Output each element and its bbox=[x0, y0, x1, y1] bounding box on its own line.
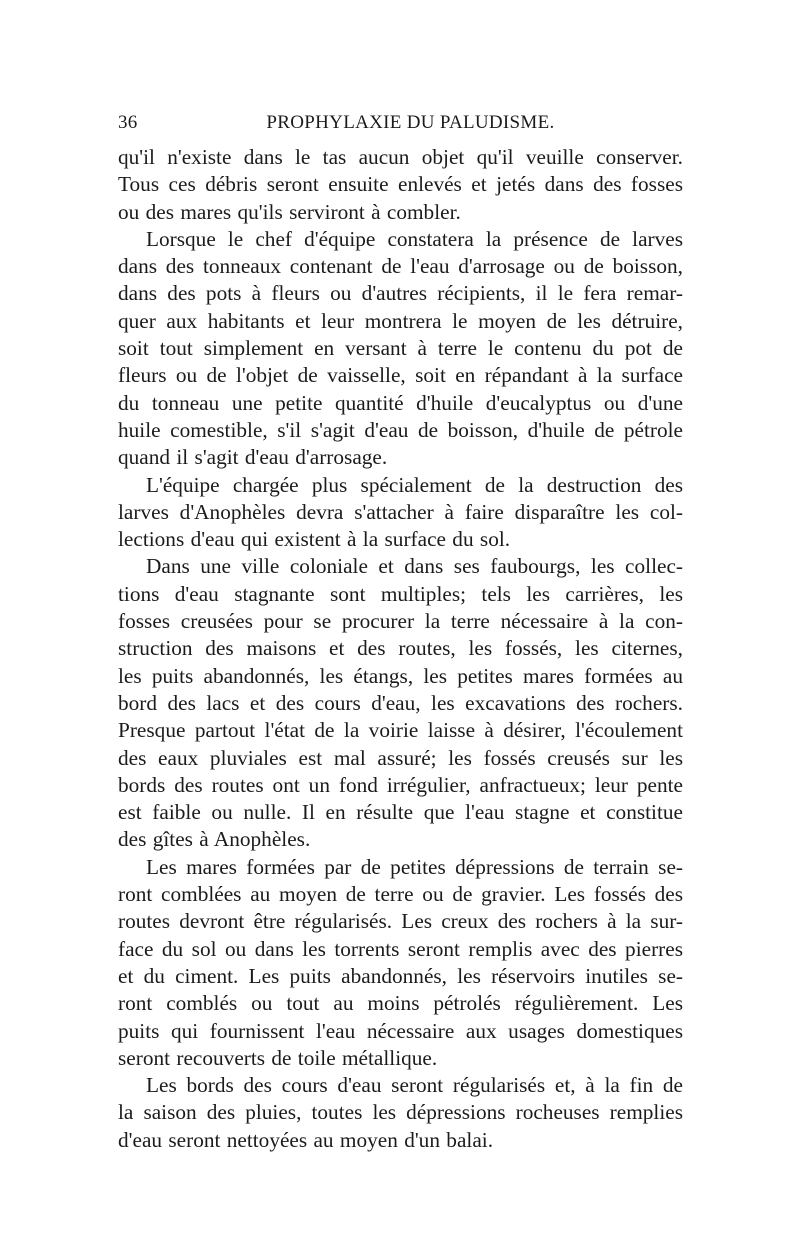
text-line: et du ciment. Les puits abandonnés, les réservoirs inutiles se- bbox=[118, 963, 683, 988]
text-line: soit tout simplement en versant à terre le contenu du pot de bbox=[118, 336, 683, 361]
paragraph bbox=[118, 553, 683, 853]
text-line: tions d'eau stagnante sont multiples; tels les carrières, les bbox=[118, 581, 683, 606]
text-line: routes devront être régularisés. Les creux des rochers à la sur- bbox=[118, 909, 683, 934]
text-line: est faible ou nulle. Il en résulte que l'eau stagne et constitue bbox=[118, 800, 683, 825]
running-head bbox=[118, 112, 683, 144]
text-line: bords des routes ont un fond irrégulier, anfractueux; leur pente bbox=[118, 772, 683, 797]
text-line: Tous ces débris seront ensuite enlevés et jetés dans des fosses bbox=[118, 172, 683, 197]
text-line: fleurs ou de l'objet de vaisselle, soit en répandant à la surface bbox=[118, 363, 683, 388]
text-line: Dans une ville coloniale et dans ses faubourgs, les collec- bbox=[146, 554, 683, 579]
text-line: Lorsque le chef d'équipe constatera la présence de larves bbox=[146, 226, 683, 251]
text-line: des gîtes à Anophèles. bbox=[118, 827, 311, 852]
text-line: lections d'eau qui existent à la surface du sol. bbox=[118, 527, 511, 552]
page-number: 36 bbox=[118, 112, 138, 133]
paragraph bbox=[118, 144, 683, 226]
paragraph bbox=[118, 1072, 683, 1154]
text-line: dans des pots à fleurs ou d'autres récipients, il le fera remar- bbox=[118, 281, 683, 306]
text-line: larves d'Anophèles devra s'attacher à faire disparaître les col- bbox=[118, 499, 683, 524]
paragraph bbox=[118, 854, 683, 1072]
book-page bbox=[118, 112, 683, 1154]
paragraph bbox=[118, 226, 683, 472]
text-line: d'eau seront nettoyées au moyen d'un balai. bbox=[118, 1127, 494, 1152]
text-line: les puits abandonnés, les étangs, les petites mares formées au bbox=[118, 663, 683, 688]
text-line: fosses creusées pour se procurer la terre nécessaire à la con- bbox=[118, 609, 683, 634]
running-title: PROPHYLAXIE DU PALUDISME. bbox=[266, 112, 555, 133]
text-line: Presque partout l'état de la voirie laisse à désirer, l'écoulement bbox=[118, 718, 683, 743]
text-line: quand il s'agit d'eau d'arrosage. bbox=[118, 445, 388, 470]
text-line: ou des mares qu'ils serviront à combler. bbox=[118, 199, 461, 224]
text-line: bord des lacs et des cours d'eau, les excavations des rochers. bbox=[118, 690, 683, 715]
text-line: dans des tonneaux contenant de l'eau d'arrosage ou de boisson, bbox=[118, 254, 683, 279]
text-line: puits qui fournissent l'eau nécessaire aux usages domestiques bbox=[118, 1018, 683, 1043]
text-line: la saison des pluies, toutes les dépressions rocheuses remplies bbox=[118, 1100, 683, 1125]
text-line: ront comblés ou tout au moins pétrolés régulièrement. Les bbox=[118, 991, 683, 1016]
text-line: Les mares formées par de petites dépressions de terrain se- bbox=[146, 854, 683, 879]
text-line: du tonneau une petite quantité d'huile d'eucalyptus ou d'une bbox=[118, 390, 683, 415]
text-line: ront comblées au moyen de terre ou de gravier. Les fossés des bbox=[118, 882, 683, 907]
text-line: Les bords des cours d'eau seront régularisés et, à la fin de bbox=[146, 1073, 683, 1098]
text-line: quer aux habitants et leur montrera le moyen de les détruire, bbox=[118, 308, 683, 333]
text-line: face du sol ou dans les torrents seront remplis avec des pierres bbox=[118, 936, 683, 961]
text-line: des eaux pluviales est mal assuré; les fossés creusés sur les bbox=[118, 745, 683, 770]
body-text bbox=[118, 144, 683, 1154]
text-line: struction des maisons et des routes, les fossés, les citernes, bbox=[118, 636, 683, 661]
paragraph bbox=[118, 472, 683, 554]
text-line: qu'il n'existe dans le tas aucun objet qu'il veuille conserver. bbox=[118, 145, 683, 169]
text-line: L'équipe chargée plus spécialement de la destruction des bbox=[146, 472, 683, 497]
text-line: seront recouverts de toile métallique. bbox=[118, 1045, 438, 1070]
text-line: huile comestible, s'il s'agit d'eau de boisson, d'huile de pétrole bbox=[118, 417, 683, 442]
